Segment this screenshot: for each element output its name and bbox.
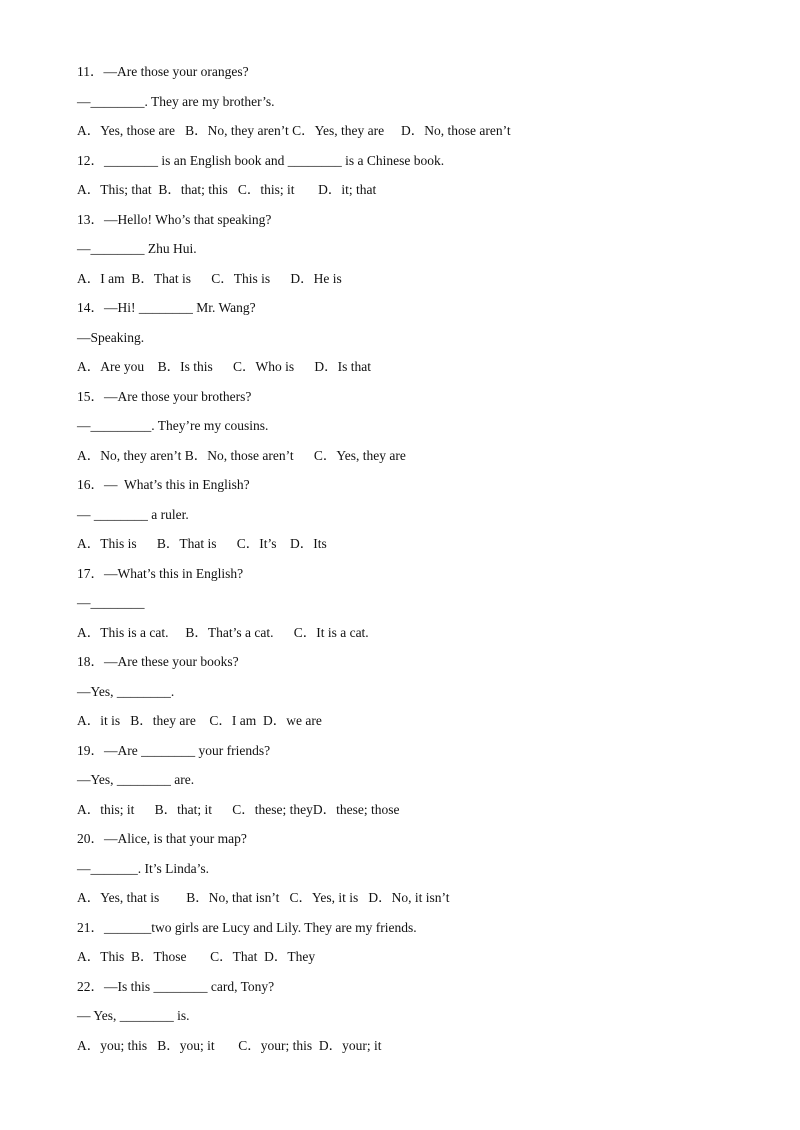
question-text: —Hello! Who’s that speaking? xyxy=(104,211,272,227)
question-12-options: A．This; that B．that; this C．this; it D．it; that xyxy=(77,182,377,197)
question-14-options: A．Are you B．Is this C．Who is D．Is that xyxy=(77,359,371,374)
question-number: 18． xyxy=(77,654,104,669)
question-20-options: A．Yes, that is B．No, that isn’t C．Yes, it is D．No, it isn’t xyxy=(77,890,450,905)
question-21-stem xyxy=(77,916,777,946)
question-18-stem xyxy=(77,650,777,680)
question-20-stem xyxy=(77,827,777,857)
question-number: 21． xyxy=(77,919,104,935)
question-text: —Alice, is that your map? xyxy=(104,831,247,846)
question-text: —Is this ________ card, Tony? xyxy=(104,978,275,994)
question-text: —What’s this in English? xyxy=(104,565,244,581)
question-18-options: A．it is B．they are C．I am D．we are xyxy=(77,713,322,728)
question-16-reply: — ________ a ruler. xyxy=(77,506,189,522)
question-11-stem xyxy=(77,60,777,90)
question-number: 17． xyxy=(77,565,104,581)
question-14-reply: —Speaking. xyxy=(77,329,145,345)
question-13-stem xyxy=(77,208,777,238)
question-11-options: A．Yes, those are B．No, they aren’t C．Yes, they are D．No, those aren’t xyxy=(77,123,511,138)
question-22-stem xyxy=(77,975,777,1005)
question-number: 14． xyxy=(77,300,104,315)
question-text: —Are ________ your friends? xyxy=(104,742,271,758)
question-15-stem xyxy=(77,385,777,415)
question-17-reply: —________ xyxy=(77,595,145,610)
question-18-reply: —Yes, ________. xyxy=(77,683,175,699)
question-17-stem xyxy=(77,562,777,592)
question-21-options: A．This B．Those C．That D．They xyxy=(77,949,316,964)
question-text: —Hi! ________ Mr. Wang? xyxy=(104,300,256,315)
question-number: 20． xyxy=(77,831,104,846)
question-text: ________ is an English book and ________ is a Chinese book. xyxy=(104,152,445,168)
question-text: —Are those your oranges? xyxy=(103,64,249,79)
question-17-options: A．This is a cat. B．That’s a cat. C．It is a cat. xyxy=(77,624,369,640)
question-number: 22． xyxy=(77,978,104,994)
question-13-reply: —________ Zhu Hui. xyxy=(77,241,197,256)
question-number: 19． xyxy=(77,742,104,758)
question-text: —Are those your brothers? xyxy=(104,388,252,404)
question-number: 15． xyxy=(77,388,104,404)
question-16-stem xyxy=(77,473,777,503)
question-12-stem xyxy=(77,149,777,179)
question-19-stem xyxy=(77,739,777,769)
exercise-page xyxy=(77,60,777,1063)
question-16-options: A．This is B．That is C．It’s D．Its xyxy=(77,536,327,551)
question-20-reply: —_______. It’s Linda’s. xyxy=(77,860,209,876)
question-text: —Are these your books? xyxy=(104,654,239,669)
question-text: _______two girls are Lucy and Lily. They are my friends. xyxy=(104,919,417,935)
question-number: 13． xyxy=(77,211,104,227)
question-15-options: A．No, they aren’t B．No, those aren’t C．Yes, they are xyxy=(77,447,406,463)
question-19-options: A．this; it B．that; it C．these; theyD．these; those xyxy=(77,801,400,817)
question-13-options: A．I am B．That is C．This is D．He is xyxy=(77,270,342,286)
question-number: 16． xyxy=(77,477,104,492)
question-19-reply: —Yes, ________ are. xyxy=(77,772,195,787)
question-text: — What’s this in English? xyxy=(104,477,250,492)
question-15-reply: —_________. They’re my cousins. xyxy=(77,418,269,433)
question-22-reply: — Yes, ________ is. xyxy=(77,1008,190,1023)
question-22-options: A．you; this B．you; it C．your; this D．your; it xyxy=(77,1037,382,1053)
question-11-reply: —________. They are my brother’s. xyxy=(77,93,275,109)
question-number: 11． xyxy=(77,64,104,79)
question-number: 12． xyxy=(77,152,104,168)
question-14-stem xyxy=(77,296,777,326)
